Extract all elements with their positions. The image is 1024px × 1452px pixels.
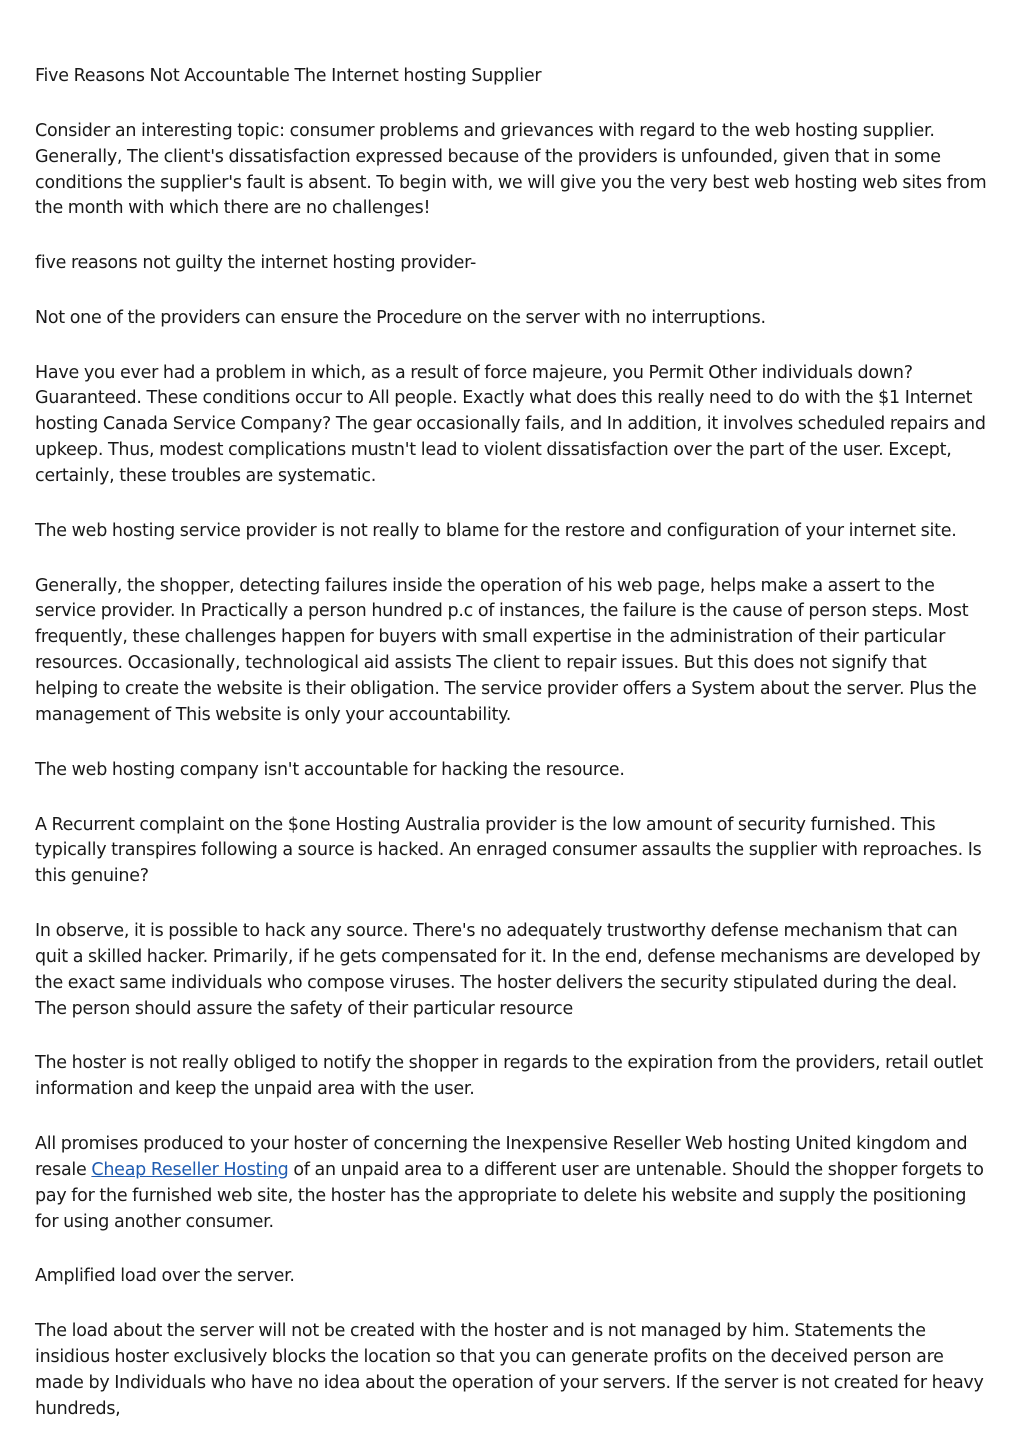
- paragraph-reason-one-body: Have you ever had a problem in which, as a result of force majeure, you Permit Other individuals down? Guaranteed. These conditions occur to All people. Exactly what does this really need to do with the $1 Internet hosting Canada Service Company? The gear occasionally fails, and In addition, it involves scheduled repairs and upkeep. Thus, modest complications mustn't lead to violent dissatisfaction over the part of the user. Except, certainly, these troubles are systematic.: [35, 362, 986, 487]
- document-body: [35, 64, 993, 1452]
- paragraph-reason-three-heading: The web hosting company isn't accountable for hacking the resource.: [35, 759, 625, 780]
- paragraph-reason-three-body-b: In observe, it is possible to hack any source. There's no adequately trustworthy defense mechanism that can quit a skilled hacker. Primarily, if he gets compensated for it. In the end, defense mechanisms are developed by the exact same individuals who compose viruses. The hoster delivers the security stipulated during the deal. The person should assure the safety of their particular resource: [35, 921, 981, 1019]
- paragraph-reason-two-heading: The web hosting service provider is not really to blame for the restore and configuration of your internet site.: [35, 520, 957, 541]
- paragraph-reason-three-body-a: A Recurrent complaint on the $one Hosting Australia provider is the low amount of security furnished. This typically transpires following a source is hacked. An enraged consumer assaults the supplier with reproaches. Is this genuine?: [35, 814, 982, 887]
- paragraph-reason-five-heading: Amplified load over the server.: [35, 1266, 295, 1287]
- paragraph-reason-one-heading: Not one of the providers can ensure the Procedure on the server with no interruptions.: [35, 307, 766, 328]
- paragraph-reason-five-body: The load about the server will not be created with the hoster and is not managed by him. Statements the insidious hoster exclusively blocks the location so that you can generate profits on the deceived person are made by Individuals who have no idea about the operation of your servers. If the server is not created for heavy hundreds,: [35, 1321, 984, 1419]
- paragraph-text-before-link: All promises produced to your hoster of concerning the Inexpensive Reseller Web hosting United kingdom and resale: [35, 1134, 968, 1180]
- cheap-reseller-hosting-link[interactable]: Cheap Reseller Hosting: [91, 1159, 289, 1180]
- paragraph-reason-two-body: Generally, the shopper, detecting failures inside the operation of his web page, helps make a assert to the service provider. In Practically a person hundred p.c of instances, the failure is the cause of person steps. Most frequently, these challenges happen for buyers with small expertise in the administration of their particular resources. Occasionally, technological aid assists The client to repair issues. But this does not signify that helping to create the website is their obligation. The service provider offers a System about the server. Plus the management of This website is only your accountability.: [35, 575, 977, 726]
- paragraph-reason-four-body: [35, 1132, 993, 1236]
- paragraph-reason-four-heading: The hoster is not really obliged to notify the shopper in regards to the expiration from the providers, retail outlet information and keep the unpaid area with the user.: [35, 1053, 983, 1100]
- paragraph-intro: Consider an interesting topic: consumer problems and grievances with regard to the web hosting supplier. Generally, The client's dissatisfaction expressed because of the providers is unfounded, given that in some conditions the supplier's fault is absent. To begin with, we will give you the very best web hosting web sites from the month with which there are no challenges!: [35, 120, 987, 219]
- paragraph-text-after-link: of an unpaid area to a different user are untenable. Should the shopper forgets to pay for the furnished web site, the hoster has the appropriate to delete his website and supply the positioning for using another consumer.: [35, 1159, 984, 1232]
- document-title: Five Reasons Not Accountable The Internet hosting Supplier: [35, 66, 542, 86]
- paragraph-subheading: five reasons not guilty the internet hosting provider-: [35, 253, 477, 274]
